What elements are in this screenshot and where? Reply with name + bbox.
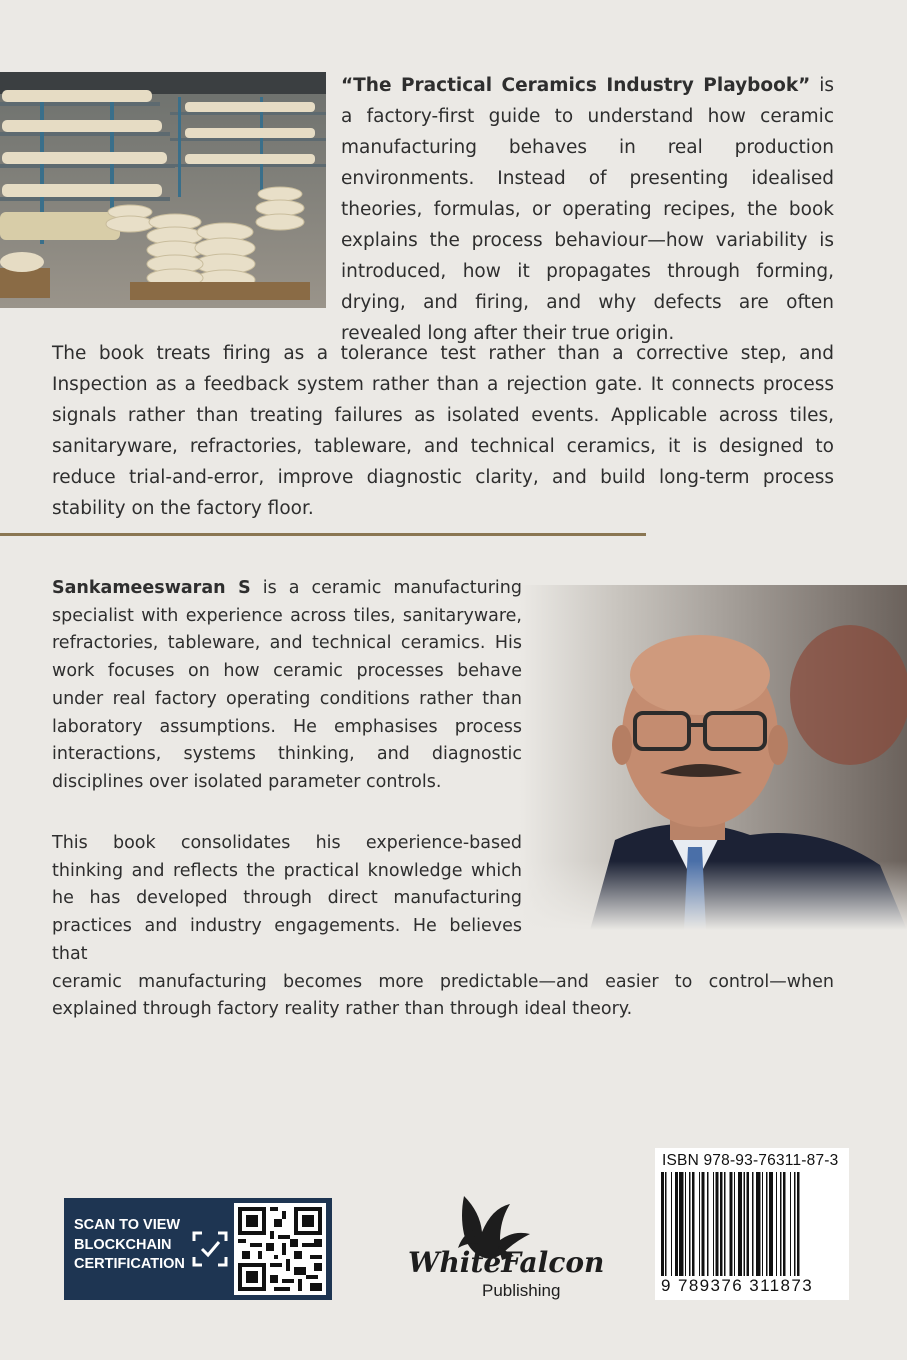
author-bio-text: is a ceramic manufacturing specialist with experience across tiles, sanitaryware, refractories, tableware, and technical ceramics. His work focuses on how ceramic processes behave under real factory operating conditions rather than laboratory assumptions. He emphasises process interactions, systems thinking, and diagnostic disciplines over isolated parameter controls. (52, 578, 522, 792)
publisher-sub: Publishing (482, 1281, 561, 1300)
qr-code[interactable] (234, 1203, 326, 1295)
qr-caption (74, 1216, 185, 1275)
bio2-line: practices and industry engagements. He believes that (52, 916, 522, 964)
bio2-line: explained through factory reality rather than through ideal theory. (52, 999, 633, 1020)
bio2-line: he has developed through direct manufacturing (52, 888, 522, 909)
qr-caption-line: CERTIFICATION (74, 1256, 185, 1272)
bio2-line: ceramic manufacturing becomes more predictable—and easier to control—when (52, 971, 834, 992)
publisher-logo (402, 1190, 605, 1302)
intro-paragraph (341, 70, 834, 349)
isbn-label: ISBN 978-93-76311-87-3 (662, 1152, 839, 1169)
author-name: Sankameeswaran S (52, 578, 251, 598)
isbn-barcode (655, 1148, 849, 1300)
section-divider (0, 533, 646, 536)
description-paragraph: The book treats firing as a tolerance test rather than a corrective step, and Inspection as a feedback system rather than a rejection gate. It connects process signals rather than treating failures as isolated events. Applicable across tiles, sanitaryware, refractories, tableware, and technical ceramics, it is designed to reduce trial-and-error, improve diagnostic clarity, and build long-term process stability on the factory floor. (52, 343, 834, 519)
factory-photo (0, 72, 326, 308)
qr-caption-line: BLOCKCHAIN (74, 1236, 172, 1253)
scan-verify-icon (192, 1231, 228, 1267)
isbn-digits: 9 789376 311873 (661, 1276, 814, 1295)
intro-text: is a factory-first guide to understand how ceramic manufacturing behaves in real production environments. Instead of presenting idealised theories, formulas, or operating recipes, the book explains the process behaviour—how variability is introduced, how it propagates through forming, drying, and firing, and why defects are often revealed long after their true origin. (341, 75, 834, 344)
author-bio-2 (52, 830, 834, 1024)
book-title: “The Practical Ceramics Industry Playbook” (341, 75, 811, 96)
barcode-bars (661, 1172, 843, 1276)
bio2-line: thinking and reflects the practical knowledge which (52, 860, 522, 881)
author-bio (52, 575, 522, 797)
blockchain-certification-panel[interactable] (64, 1198, 332, 1300)
qr-caption-line: SCAN TO VIEW (74, 1217, 181, 1233)
publisher-name: WhiteFalcon (408, 1246, 605, 1279)
bio2-line: This book consolidates his experience-based (52, 833, 522, 853)
